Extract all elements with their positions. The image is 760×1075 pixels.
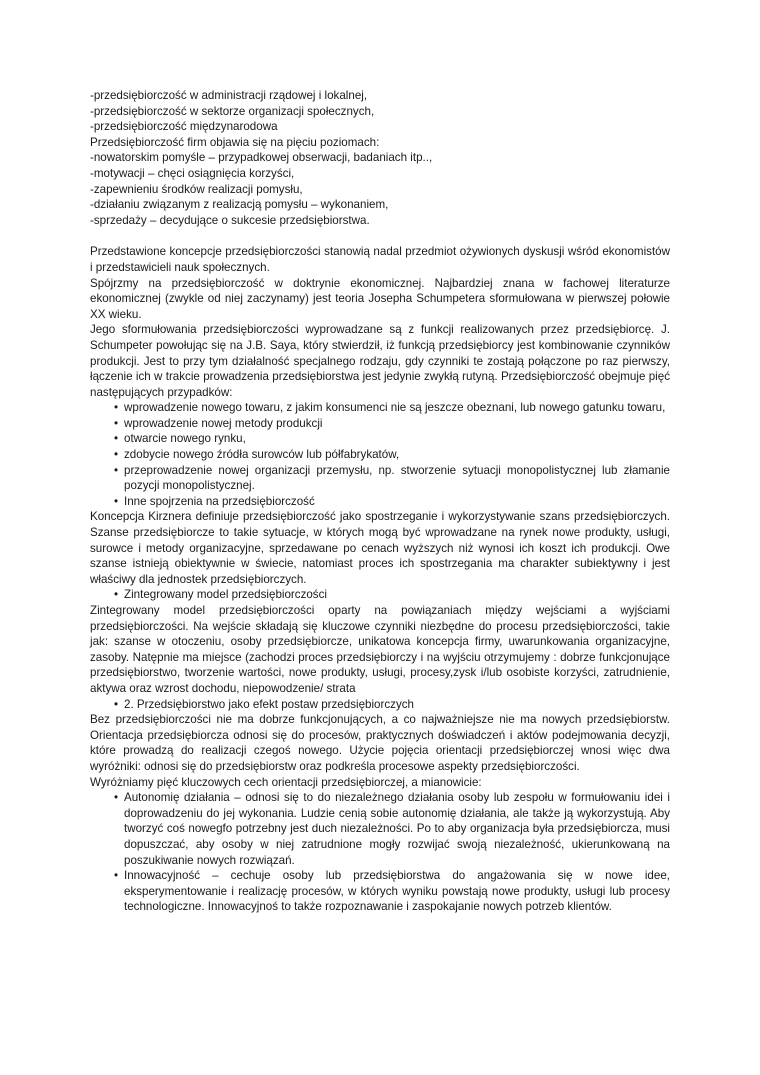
bullet-icon: • — [114, 401, 119, 415]
intro-line: -działaniu związanym z realizacją pomysłu – wykonaniem, — [90, 198, 389, 212]
document-page — [90, 88, 670, 915]
list-item: • Autonomię działania – odnosi się to do niezależnego działania osoby lub zespołu w formułowaniu idei i doprowadzeniu do jej wykonania. Ludzie cenią sobie autonomię działania, ale także ją wykorzystują. Aby tworzyć coś nowegfo potrzebny jest duch niezależności. Po to aby organizacja była przedsiębiorcza, musi dopuszczać, aby osoby w niej zatrudnione mogły rozwijać swoją niezależność, ukierunkowaną na poszukiwanie nowych rozwiązań. — [114, 791, 670, 867]
list-item: • otwarcie nowego rynku, — [114, 432, 246, 446]
bullet-icon: • — [114, 869, 119, 883]
intro-line: -motywacji – chęci osiągnięcia korzyści, — [90, 166, 295, 180]
intro-line: -przedsiębiorczość międzynarodowa — [90, 120, 278, 134]
bullet-icon: • — [114, 697, 119, 711]
list-item: • Zintegrowany model przedsiębiorczości — [114, 588, 327, 602]
bullet-icon: • — [114, 448, 119, 462]
bullet-icon: • — [114, 432, 119, 446]
intro-lines — [90, 88, 670, 228]
bullet-icon: • — [114, 416, 119, 430]
intro-line: -nowatorskim pomyśle – przypadkowej obserwacji, badaniach itp.., — [90, 151, 433, 165]
intro-line: -sprzedaży – decydujące o sukcesie przedsiębiorstwa. — [90, 213, 370, 227]
intro-line: -przedsiębiorczość w sektorze organizacji społecznych, — [90, 104, 375, 118]
intro-line: -zapewnieniu środków realizacji pomysłu, — [90, 182, 303, 196]
list-item: • Innowacyjność – cechuje osoby lub przedsiębiorstwa do angażowania się w nowe idee, eksperymentowanie i realizację procesów, w których wyniku powstają nowe produkty, usługi lub procesy technologiczne. Innowacyjnoś to także rozpoznawanie i zaspokajanie nowych potrzeb klientów. — [114, 869, 670, 914]
paragraph: Zintegrowany model przedsiębiorczości oparty na powiązaniach między wejściami a wyjściami przedsiębiorczości. Na wejście składają się kluczowe czynniki niezbędne do procesu przedsiębiorczości, takie jak: szanse w otoczeniu, osoby przedsiębiorcze, unikatowa koncepcja firmy, uwarunkowania organizacyjne, zasoby. Natępnie ma miejsce (zachodzi proces przedsiębiorczy i na wyjściu otrzymujemy : dobrze funkcjonujące przedsiębiorstwo, tworzenie wartości, nowe produkty, usługi, procesy,zysk i/lub osobiste korzyści, zatrudnienie, aktywa oraz wzrost dochodu, niepowodzenie/ strata — [90, 604, 670, 695]
paragraph: Przedstawione koncepcje przedsiębiorczości stanowią nadal przedmiot ożywionych dyskusji wśród ekonomistów i przedstawicieli nauk społecznych. — [90, 245, 670, 274]
bullet-icon: • — [114, 463, 119, 477]
paragraph: Wyróżniamy pięć kluczowych cech orientacji przedsiębiorczej, a mianowicie: — [90, 775, 482, 789]
paragraph: Bez przedsiębiorczości nie ma dobrze funkcjonujących, a co najważniejsze nie ma nowych przedsiębiorstw. Orientacja przedsiębiorcza odnosi się do procesów, praktycznych doświadczeń i aktów podejmowania decyzji, które prowadzą do realizacji czegoś nowego. Użycie pojęcia orientacji przedsiębiorczej wnosi więc dwa wyróżniki: odnosi się do przedsiębiorstw oraz podkreśla procesowe aspekty przedsiębiorczości. — [90, 713, 670, 773]
list-item: • Inne spojrzenia na przedsiębiorczość — [114, 494, 315, 508]
bullet-heading-integrated — [90, 587, 670, 603]
intro-line: -przedsiębiorczość w administracji rządowej i lokalnej, — [90, 89, 368, 102]
list-item: • wprowadzenie nowego towaru, z jakim konsumenci nie są jeszcze obeznani, lub nowego gatunku towaru, — [114, 401, 666, 415]
bullet-heading-section-2 — [90, 697, 670, 713]
list-item: • wprowadzenie nowej metody produkcji — [114, 416, 323, 430]
bullet-list-orientation — [90, 790, 670, 915]
paragraph: Spójrzmy na przedsiębiorczość w doktrynie ekonomicznej. Najbardziej znana w fachowej literaturze ekonomicznej (zwykle od niej zaczynamy) jest teoria Josepha Schumpetera sformułowana w pierwszej połowie XX wieku. — [90, 276, 670, 321]
paragraph: Jego sformułowania przedsiębiorczości wyprowadzane są z funkcji realizowanych przez przedsiębiorcę. J. Schumpeter powołując się na J.B. Saya, który stwierdził, iż funkcją przedsiębiorcy jest kombinowanie czynników produkcji. Jest to przy tym działalność specjalnego rodzaju, gdy czynniki te zostają połączone po raz pierwszy, łączenie ich w trakcie prowadzenia przedsiębiorstwa jest jedynie zwykłą rutyną. Przedsiębiorczość obejmuje pięć następujących przypadków: — [90, 323, 670, 399]
paragraph-gap — [90, 228, 670, 244]
bullet-icon: • — [114, 791, 119, 805]
list-item: • 2. Przedsiębiorstwo jako efekt postaw przedsiębiorczych — [114, 697, 414, 711]
bullet-list-schumpeter — [90, 400, 670, 509]
paragraph: Koncepcja Kirznera definiuje przedsiębiorczość jako spostrzeganie i wykorzystywanie szans przedsiębiorczych. Szanse przedsiębiorcze to takie sytuacje, w których mogą być wprowadzane na rynek nowe produkty, usługi, surowce i metody organizacyjne, sprzedawane po cenach wyższych niż wynosi ich koszt ich produkcji. Owe szanse istnieją obiektywnie w świecie, natomiast proces ich spostrzegania ma charakter subiektywny i jest właściwy dla jednostek przedsiębiorczych. — [90, 510, 670, 586]
bullet-icon: • — [114, 588, 119, 602]
list-item: • zdobycie nowego źródła surowców lub półfabrykatów, — [114, 448, 400, 462]
intro-line: Przedsiębiorczość firm objawia się na pięciu poziomach: — [90, 135, 380, 149]
list-item: • przeprowadzenie nowej organizacji przemysłu, np. stworzenie sytuacji monopolistycznej lub złamanie pozycji monopolistycznej. — [114, 463, 670, 493]
bullet-icon: • — [114, 494, 119, 508]
